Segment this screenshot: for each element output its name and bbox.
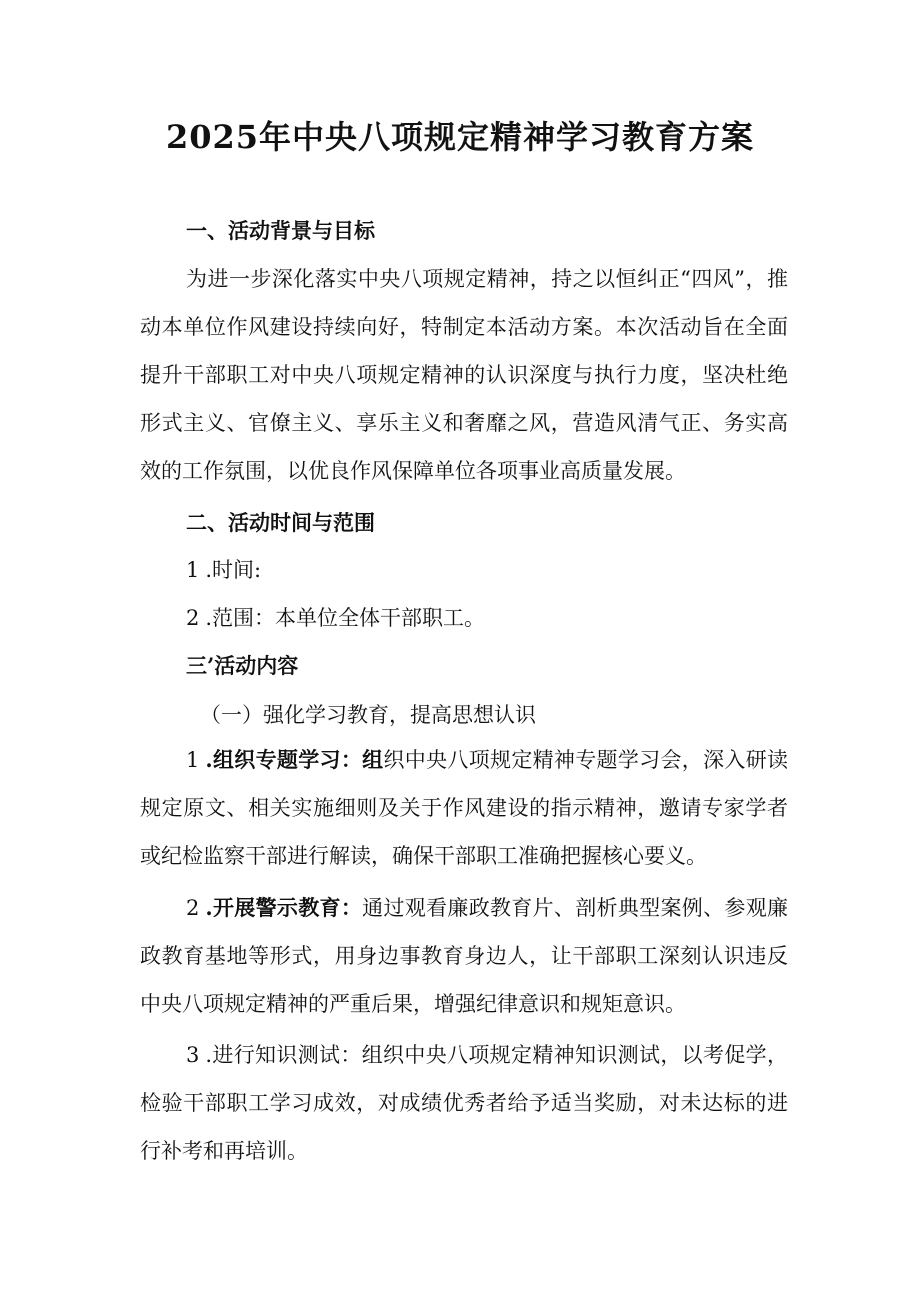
- content-item-test: [140, 1031, 788, 1175]
- list-item-lead: .组织专题学习：组: [205, 747, 384, 772]
- list-item-number: 2: [186, 896, 200, 920]
- list-item-number: 1: [186, 558, 200, 582]
- background-paragraph: 为进一步深化落实中央八项规定精神，持之以恒纠正“四风”，推动本单位作风建设持续向好，特制定本活动方案。本次活动旨在全面提升干部职工对中央八项规定精神的认识深度与执行力度，坚决杜绝形式主义、官僚主义、享乐主义和奢靡之风，营造风清气正、务实高效的工作氛围，以优良作风保障单位各项事业高质量发展。: [140, 267, 788, 483]
- list-item-text: .范围：本单位全体干部职工。: [205, 606, 486, 630]
- section-heading-time-scope: 二、活动时间与范围: [186, 510, 375, 535]
- list-item-text: .时间:: [205, 558, 262, 582]
- list-item-number: 1: [186, 748, 200, 772]
- list-item-number: 2: [186, 606, 200, 630]
- document-title: 2025年中央八项规定精神学习教育方案: [165, 118, 755, 156]
- list-item-text: .进行知识测试：组织中央八项规定精神知识测试，以考促学，检验干部职工学习成效，对成绩优秀者给予适当奖励，对未达标的进行补考和再培训。: [140, 1043, 788, 1163]
- list-item-lead: .开展警示教育：: [205, 895, 363, 920]
- content-item-warning: [140, 884, 788, 1028]
- content-item-study: [140, 736, 788, 880]
- list-item-text: 通过观看廉政教育片、剖析典型案例、参观廉政教育基地等形式，用身边事教育身边人，让干部职工深刻认识违反中央八项规定精神的严重后果，增强纪律意识和规矩意识。: [140, 896, 789, 1016]
- sub-heading-study: （一）强化学习教育，提高思想认识: [200, 703, 536, 727]
- list-item-time: [186, 555, 261, 585]
- list-item-scope: [186, 603, 485, 633]
- list-item-text: 织中央八项规定精神专题学习会，深入研读规定原文、相关实施细则及关于作风建设的指示精神，邀请专家学者或纪检监察干部进行解读，确保干部职工准确把握核心要义。: [140, 748, 789, 868]
- section-heading-background: 一、活动背景与目标: [186, 218, 375, 243]
- list-item-number: 3: [186, 1043, 200, 1067]
- section-heading-content: 三’活动内容: [186, 653, 299, 678]
